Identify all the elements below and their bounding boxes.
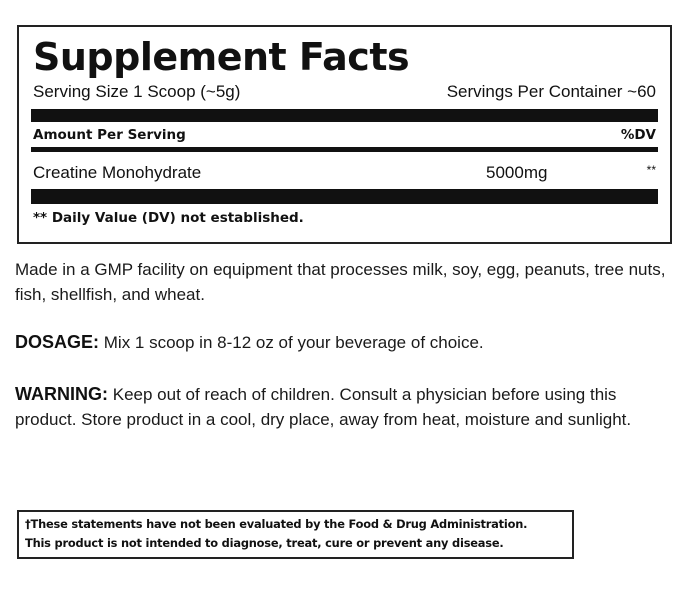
dosage-label: DOSAGE:	[15, 332, 100, 352]
serving-info-row	[33, 82, 656, 102]
amount-per-serving-header: Amount Per Serving	[33, 127, 186, 143]
serving-size: Serving Size 1 Scoop (~5g)	[33, 82, 241, 101]
dosage-text: Mix 1 scoop in 8-12 oz of your beverage of choice.	[103, 333, 484, 352]
divider-bar-thick	[31, 109, 658, 122]
ingredient-name: Creatine Monohydrate	[33, 163, 202, 182]
supplement-facts-panel	[17, 25, 672, 244]
dv-header: %DV	[620, 127, 656, 143]
supplement-facts-title: Supplement Facts	[33, 35, 410, 79]
divider-bar-medium	[31, 147, 658, 152]
ingredient-amount: 5000mg	[486, 163, 548, 182]
fda-disclaimer-box	[17, 510, 574, 559]
dosage-paragraph	[15, 330, 675, 355]
warning-text: Keep out of reach of children. Consult a physician before using this product. Store product in a cool, dry place, away from heat, moisture and sunlight.	[15, 385, 632, 429]
warning-label: WARNING:	[15, 384, 108, 404]
divider-bar-bottom	[31, 189, 658, 204]
allergen-statement: Made in a GMP facility on equipment that processes milk, soy, egg, peanuts, tree nuts, fish, shellfish, and wheat.	[15, 260, 666, 304]
disclaimer-line-1: †These statements have not been evaluated by the Food & Drug Administration.	[25, 517, 528, 531]
disclaimer-line-2: This product is not intended to diagnose, treat, cure or prevent any disease.	[25, 536, 504, 550]
amount-header-row	[33, 127, 656, 143]
daily-value-note: ** Daily Value (DV) not established.	[33, 210, 304, 226]
ingredient-dv: **	[646, 163, 656, 177]
warning-paragraph	[15, 382, 675, 432]
servings-per-container: Servings Per Container ~60	[446, 82, 656, 101]
